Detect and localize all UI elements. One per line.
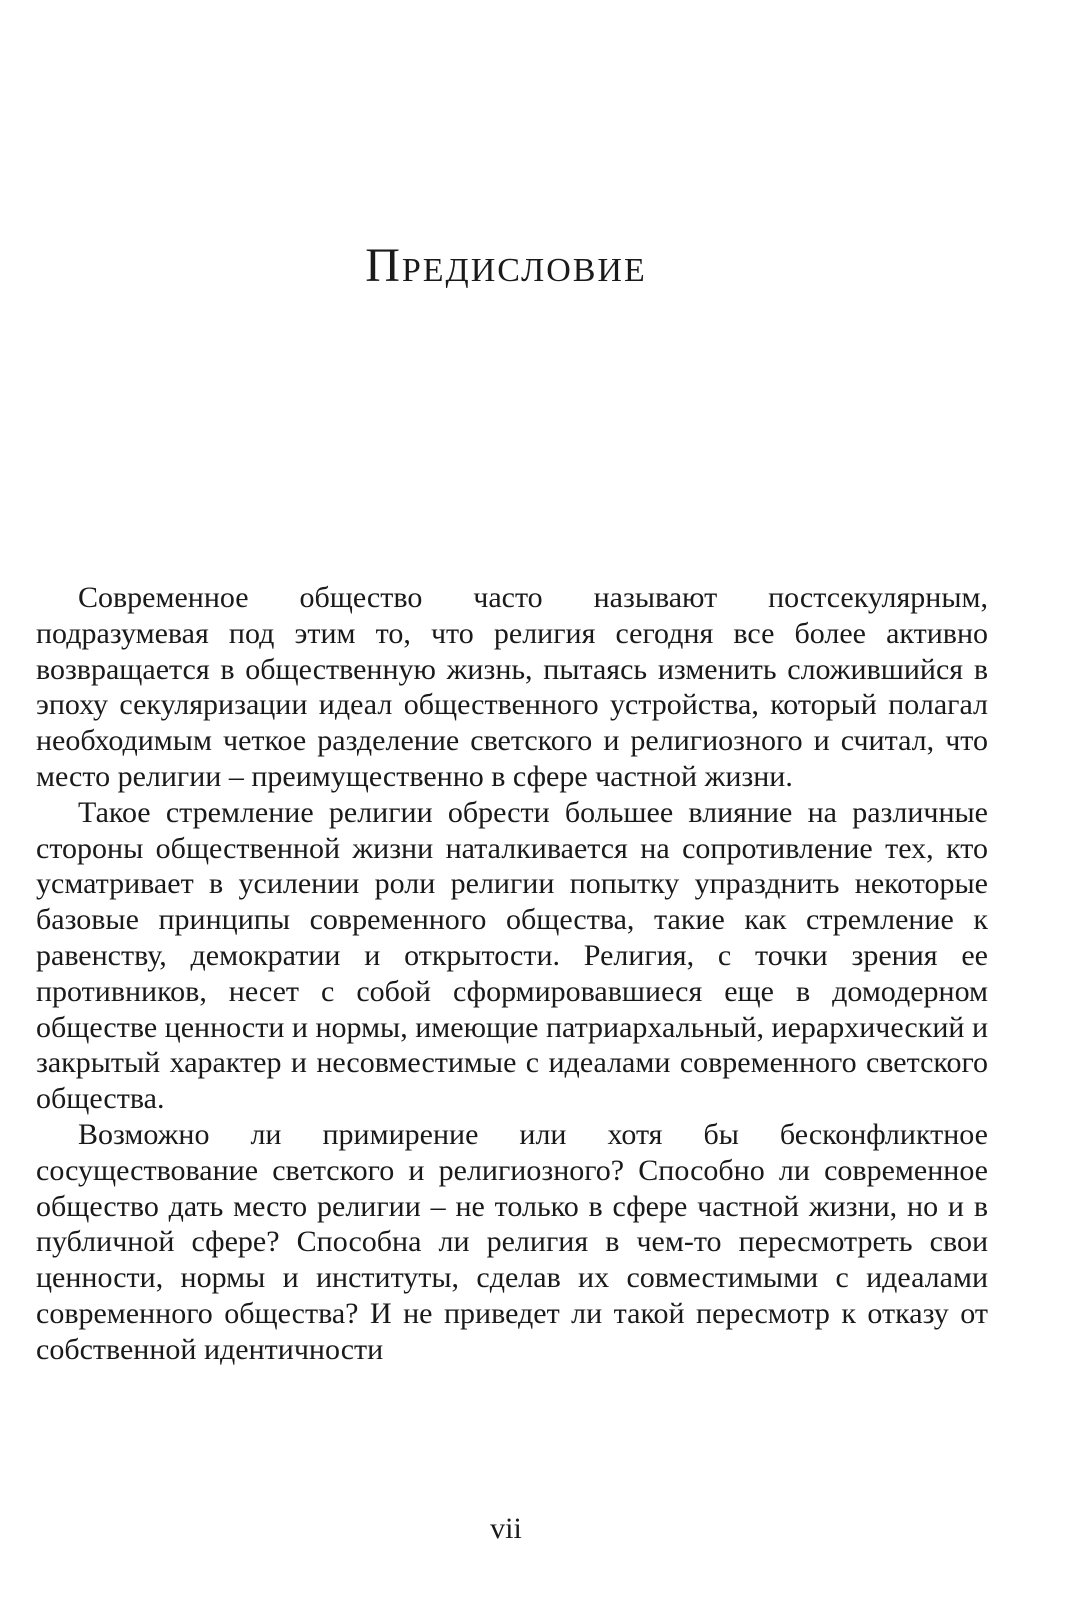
- page-number: vii: [490, 1512, 522, 1545]
- page-title: Предисловие: [365, 239, 647, 292]
- paragraph: Такое стремление религии обрести большее влияние на различные стороны общественной жизни наталкивается на сопротивление тех, кто усматривает в усилении роли религии попытку упразднить некоторые базовые принципы современного общества, такие как стремление к равенству, демократии и открытости. Религия, с точки зрения ее противников, несет с собой сформировавшиеся еще в домодерном обществе ценности и нормы, имеющие патриархальный, иерархический и закрытый характер и несовместимые с идеалами современного светского общества.: [36, 795, 988, 1116]
- body-text: [36, 580, 988, 1368]
- paragraph: Современное общество часто называют постсекулярным, подразумевая под этим то, что религия сегодня все более активно возвращается в общественную жизнь, пытаясь изменить сложившийся в эпоху секуляризации идеал общественного устройства, который полагал необходимым четкое разделение светского и религиозного и считал, что место религии – преимущественно в сфере частной жизни.: [36, 581, 988, 793]
- paragraph: Возможно ли примирение или хотя бы бесконфликтное сосуществование светского и религиозного? Способно ли современное общество дать место религии – не только в сфере частной жизни, но и в публичной сфере? Способна ли религия в чем-то пересмотреть свои ценности, нормы и институты, сделав их совместимыми с идеалами современного общества? И не приведет ли такой пересмотр к отказу от собственной идентичности: [36, 1117, 988, 1366]
